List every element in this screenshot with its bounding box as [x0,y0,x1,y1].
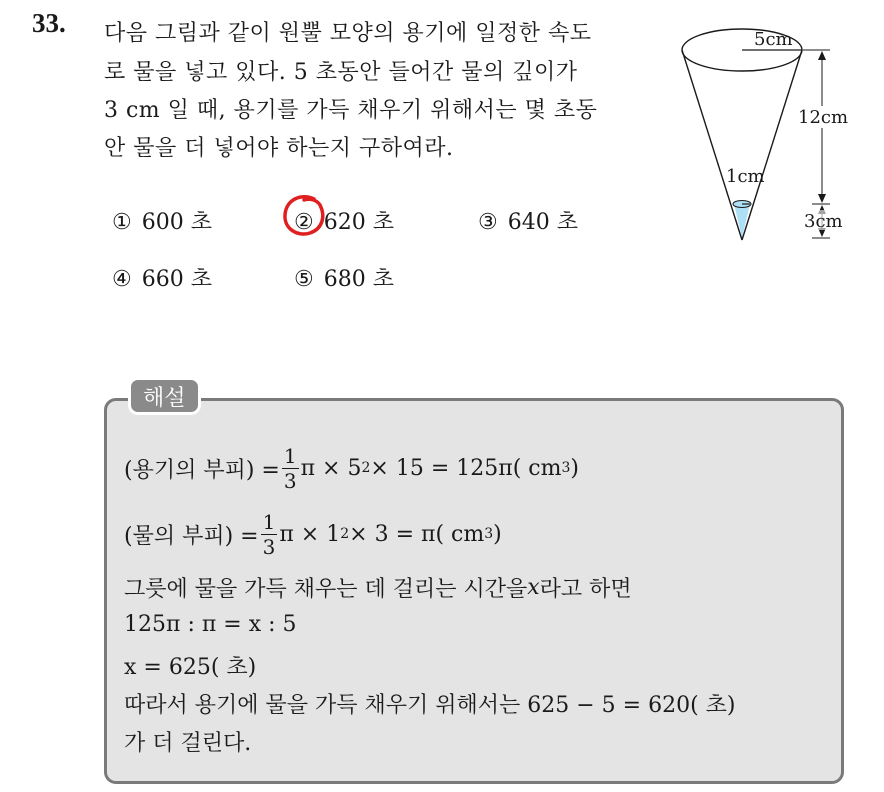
choice-5-mark: ⑤ [294,267,314,292]
question-line-2: 로 물을 넣고 있다. 5 초동안 들어간 물의 깊이가 [104,60,578,85]
choice-5[interactable] [294,262,394,293]
radius-label: 5cm [754,29,793,50]
choice-1-mark: ① [112,210,132,235]
choice-3-text: 640 초 [507,210,578,235]
choice-1[interactable] [112,205,212,236]
cone-side-right [742,50,802,240]
cone-side-left [682,50,742,240]
choice-3-mark: ③ [478,210,498,235]
question-line-1: 다음 그림과 같이 원뿔 모양의 용기에 일정한 속도 [104,21,592,46]
container-volume-label: (용기의 부피) = [124,457,280,483]
fraction-one-third: $\frac{1}{3}$ [283,443,297,493]
choice-1-text: 600 초 [141,210,212,235]
choice-2-mark: ② [294,210,314,235]
answer-circle-mark [280,193,330,239]
fraction-one-third-2: $\frac{1}{3}$ [262,509,276,559]
question-line-3: 3 cm 일 때, 용기를 가득 채우기 위해서는 몇 초동 [104,98,598,123]
choice-4-text: 660 초 [141,267,212,292]
choice-5-text: 680 초 [323,267,394,292]
choice-4-mark: ④ [112,267,132,292]
solution-line-2: (물의 부피) = $\frac{1}{3}$ π × 1 2 × 3 = π( cm 3 ) [124,509,502,559]
solution-tag: 해설 [128,377,201,415]
solution-line-7: 가 더 걸린다. [124,731,252,756]
water-depth-label: 3cm [804,211,843,232]
solution-line-4: 125π : π = x : 5 [124,612,297,637]
choice-3[interactable] [478,205,578,236]
cone-figure [670,16,884,248]
height-label: 12cm [798,107,849,128]
choice-4[interactable] [112,262,212,293]
solution-line-3: 그릇에 물을 가득 채우는 데 걸리는 시간을 x 라고 하면 [124,575,632,602]
water-volume-label: (물의 부피) = [124,523,259,549]
solution-line-6: 따라서 용기에 물을 가득 채우기 위해서는 625 − 5 = 620( 초) [124,693,736,718]
water-radius-label: 1cm [726,166,765,187]
solution-line-5: x = 625( 초) [124,655,257,680]
question-number: 33. [32,8,66,38]
choice-2-text: 620 초 [323,210,394,235]
question-line-4: 안 물을 더 넣어야 하는지 구하여라. [104,136,454,161]
solution-line-1: (용기의 부피) = $\frac{1}{3}$ π × 5 2 × 15 = 125π( cm 3 ) [124,443,579,493]
